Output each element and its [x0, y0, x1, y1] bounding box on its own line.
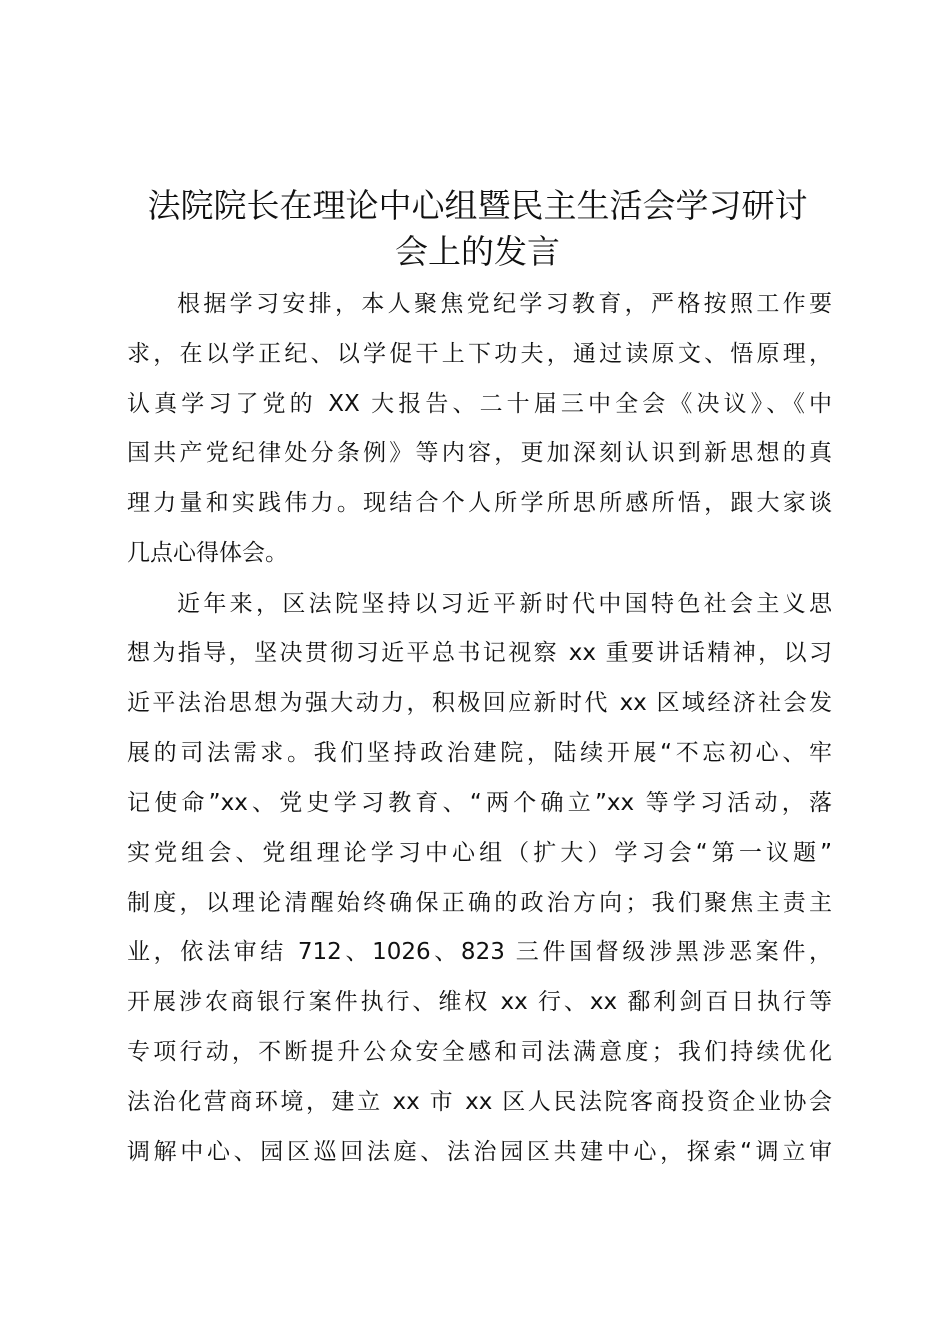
- paragraph-line: 几点心得体会。: [127, 540, 288, 566]
- paragraph-line: 记使命”xx、党史学习教育、“两个确立”xx 等学习活动，落: [127, 790, 832, 816]
- paragraph-line: 近年来，区法院坚持以习近平新时代中国特色社会主义思: [177, 591, 832, 617]
- paragraph-line: 制度，以理论清醒始终确保正确的政治方向；我们聚焦主责主: [127, 890, 832, 916]
- paragraph-line: 实党组会、党组理论学习中心组（扩大）学习会“第一议题”: [127, 840, 832, 866]
- paragraph-line: 近平法治思想为强大动力，积极回应新时代 xx 区域经济社会发: [127, 690, 832, 716]
- paragraph-line: 求，在以学正纪、以学促干上下功夫，通过读原文、悟原理，: [127, 341, 832, 367]
- paragraph-line: 开展涉农商银行案件执行、维权 xx 行、xx 鄱利剑百日执行等: [127, 989, 832, 1015]
- paragraph-line: 专项行动，不断提升公众安全感和司法满意度；我们持续优化: [127, 1039, 832, 1065]
- paragraph-line: 展的司法需求。我们坚持政治建院，陆续开展“不忘初心、牢: [127, 740, 832, 766]
- paragraph-line: 理力量和实践伟力。现结合个人所学所思所感所悟，跟大家谈: [127, 490, 832, 516]
- paragraph-line: 国共产党纪律处分条例》等内容，更加深刻认识到新思想的真: [127, 440, 832, 466]
- paragraph-line: 认真学习了党的 XX 大报告、二十届三中全会《决议》、《中: [127, 391, 832, 417]
- paragraph-line: 法治化营商环境，建立 xx 市 xx 区人民法院客商投资企业协会: [127, 1089, 832, 1115]
- title-line: 会上的发言: [395, 232, 560, 271]
- paragraph-line: 业，依法审结 712、1026、823 三件国督级涉黑涉恶案件，: [127, 939, 832, 965]
- document-title: [110, 183, 845, 275]
- title-line: 法院院长在理论中心组暨民主生活会学习研讨: [147, 186, 808, 225]
- paragraph-line: 调解中心、园区巡回法庭、法治园区共建中心，探索“调立审: [127, 1139, 832, 1165]
- paragraph-line: 根据学习安排，本人聚焦党纪学习教育，严格按照工作要: [177, 291, 832, 317]
- paragraph-line: 想为指导，坚决贯彻习近平总书记视察 xx 重要讲话精神，以习: [127, 640, 832, 666]
